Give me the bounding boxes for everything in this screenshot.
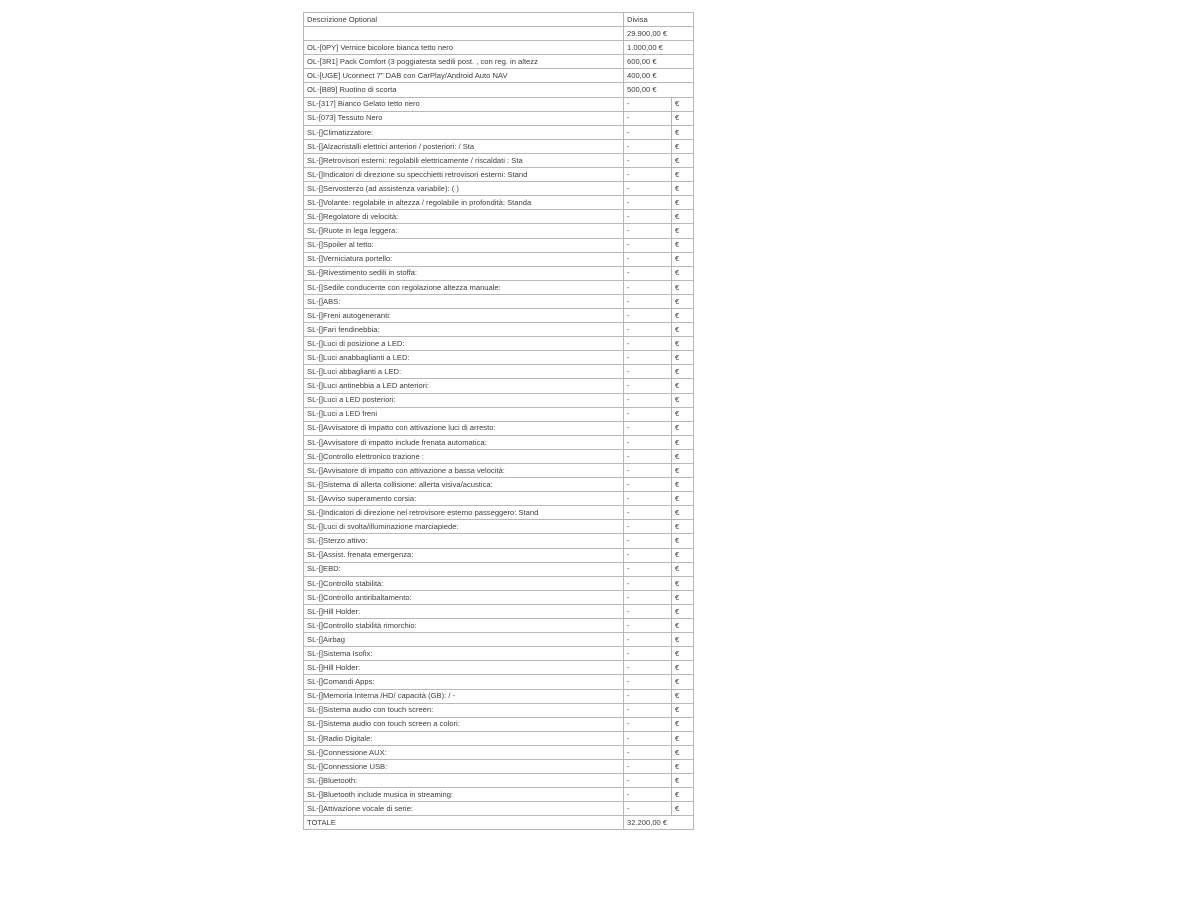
- table-row: [304, 238, 694, 252]
- table-row: [304, 351, 694, 365]
- table-row: [304, 407, 694, 421]
- table-header-row: [304, 13, 694, 27]
- table-row: [304, 661, 694, 675]
- option-currency: €: [672, 449, 694, 463]
- option-currency: €: [672, 252, 694, 266]
- table-row: [304, 759, 694, 773]
- table-row: [304, 745, 694, 759]
- option-currency: €: [672, 562, 694, 576]
- table-row: [304, 168, 694, 182]
- table-row: [304, 55, 694, 69]
- table-row: [304, 506, 694, 520]
- option-description: SL-[]Attivazione vocale di serie:: [304, 802, 624, 816]
- table-row: [304, 83, 694, 97]
- option-description: SL-[]Controllo stabilità:: [304, 576, 624, 590]
- option-price: -: [624, 351, 672, 365]
- table-row: [304, 393, 694, 407]
- option-description: SL-[]Volante: regolabile in altezza / regolabile in profondità: Standa: [304, 196, 624, 210]
- table-row: [304, 111, 694, 125]
- option-description: SL-[]Luci abbaglianti a LED:: [304, 365, 624, 379]
- table-row: [304, 492, 694, 506]
- option-price: -: [624, 492, 672, 506]
- option-description: SL-[]Sistema audio con touch screen a colori:: [304, 717, 624, 731]
- optional-equipment-table: [303, 12, 694, 830]
- table-row: [304, 337, 694, 351]
- option-price: -: [624, 210, 672, 224]
- option-price: 500,00 €: [624, 83, 694, 97]
- option-price: -: [624, 238, 672, 252]
- option-currency: €: [672, 689, 694, 703]
- option-price: -: [624, 308, 672, 322]
- option-price: -: [624, 407, 672, 421]
- table-row: [304, 478, 694, 492]
- option-price: -: [624, 802, 672, 816]
- table-row: [304, 464, 694, 478]
- option-currency: €: [672, 802, 694, 816]
- table-row: [304, 196, 694, 210]
- option-price: -: [624, 788, 672, 802]
- total-row: [304, 816, 694, 830]
- option-description: SL-[]Retrovisori esterni: regolabili elettricamente / riscaldati : Sta: [304, 153, 624, 167]
- option-currency: €: [672, 294, 694, 308]
- option-price: -: [624, 464, 672, 478]
- option-price: -: [624, 703, 672, 717]
- option-description: SL-[]Hill Holder:: [304, 661, 624, 675]
- option-description: SL-[]Indicatori di direzione nel retrovisore esterno passeggero: Stand: [304, 506, 624, 520]
- option-description: SL-[]Avvisatore di impatto include frenata automatica:: [304, 435, 624, 449]
- option-description: SL-[]Avvisatore di impatto con attivazione a bassa velocità:: [304, 464, 624, 478]
- option-price: -: [624, 168, 672, 182]
- option-description: SL-[]Memoria Interna /HD/ capacità (GB): / -: [304, 689, 624, 703]
- table-row: [304, 689, 694, 703]
- option-currency: €: [672, 337, 694, 351]
- option-currency: €: [672, 492, 694, 506]
- option-price: -: [624, 661, 672, 675]
- option-currency: €: [672, 210, 694, 224]
- option-description: SL-[]Assist. frenata emergenza:: [304, 548, 624, 562]
- option-currency: €: [672, 421, 694, 435]
- option-description: SL-[]Servosterzo (ad assistenza variabile): ( ): [304, 182, 624, 196]
- option-price: -: [624, 294, 672, 308]
- table-row: [304, 97, 694, 111]
- option-price: -: [624, 619, 672, 633]
- table-row: [304, 139, 694, 153]
- table-row: [304, 224, 694, 238]
- option-currency: €: [672, 647, 694, 661]
- option-description: SL-[]Connessione USB:: [304, 759, 624, 773]
- option-currency: €: [672, 661, 694, 675]
- option-price: -: [624, 139, 672, 153]
- option-description: SL-[]EBD:: [304, 562, 624, 576]
- option-currency: €: [672, 266, 694, 280]
- option-price: 400,00 €: [624, 69, 694, 83]
- table-row: [304, 294, 694, 308]
- option-description: SL-[]Comandi Apps:: [304, 675, 624, 689]
- option-description: SL-[]Radio Digitale:: [304, 731, 624, 745]
- option-price: -: [624, 337, 672, 351]
- column-header-currency: Divisa: [624, 13, 694, 27]
- table-row: [304, 153, 694, 167]
- option-price: 29.900,00 €: [624, 27, 694, 41]
- table-row: [304, 182, 694, 196]
- option-price: -: [624, 266, 672, 280]
- table-row: [304, 69, 694, 83]
- table-row: [304, 633, 694, 647]
- option-price: -: [624, 435, 672, 449]
- option-price: -: [624, 252, 672, 266]
- option-description: OL-[3R1] Pack Comfort (3 poggiatesta sedili post. , con reg. in altezz: [304, 55, 624, 69]
- option-description: SL-[]Spoiler al tetto:: [304, 238, 624, 252]
- option-price: -: [624, 421, 672, 435]
- option-currency: €: [672, 506, 694, 520]
- option-description: SL-[]Hill Holder:: [304, 604, 624, 618]
- option-currency: €: [672, 125, 694, 139]
- table-row: [304, 731, 694, 745]
- option-price: -: [624, 520, 672, 534]
- option-price: -: [624, 506, 672, 520]
- table-row: [304, 266, 694, 280]
- option-description: SL-[]Regolatore di velocità:: [304, 210, 624, 224]
- option-description: OL-[0PY] Vernice bicolore bianca tetto nero: [304, 41, 624, 55]
- option-price: -: [624, 774, 672, 788]
- table-row: [304, 703, 694, 717]
- table-row: [304, 802, 694, 816]
- option-currency: €: [672, 745, 694, 759]
- option-price: -: [624, 647, 672, 661]
- option-description: SL-[]Verniciatura portello:: [304, 252, 624, 266]
- option-price: -: [624, 196, 672, 210]
- option-currency: €: [672, 407, 694, 421]
- option-price: -: [624, 675, 672, 689]
- option-currency: €: [672, 182, 694, 196]
- table-row: [304, 365, 694, 379]
- table-row: [304, 619, 694, 633]
- table-row: [304, 774, 694, 788]
- table-row: [304, 323, 694, 337]
- table-row: [304, 435, 694, 449]
- option-currency: €: [672, 153, 694, 167]
- option-currency: €: [672, 238, 694, 252]
- option-price: -: [624, 562, 672, 576]
- table-row: [304, 379, 694, 393]
- option-description: SL-[]Airbag: [304, 633, 624, 647]
- option-price: -: [624, 393, 672, 407]
- option-price: -: [624, 182, 672, 196]
- option-description: SL-[]Alzacristalli elettrici anteriori / posteriori: / Sta: [304, 139, 624, 153]
- option-description: SL-[]Ruote in lega leggera:: [304, 224, 624, 238]
- option-price: 1.000,00 €: [624, 41, 694, 55]
- option-currency: €: [672, 548, 694, 562]
- option-currency: €: [672, 196, 694, 210]
- option-description: SL-[]Bluetooth include musica in streaming:: [304, 788, 624, 802]
- option-description: SL-[]Bluetooth:: [304, 774, 624, 788]
- table-row: [304, 788, 694, 802]
- option-price: -: [624, 576, 672, 590]
- option-currency: €: [672, 280, 694, 294]
- option-currency: €: [672, 435, 694, 449]
- table-row: [304, 576, 694, 590]
- option-price: -: [624, 759, 672, 773]
- option-price: -: [624, 97, 672, 111]
- option-price: -: [624, 478, 672, 492]
- option-description: SL-[]Fari fendinebbia:: [304, 323, 624, 337]
- option-description: SL-[]Sistema di allerta collisione: allerta visiva/acustica:: [304, 478, 624, 492]
- table-row: [304, 27, 694, 41]
- option-currency: €: [672, 224, 694, 238]
- option-description: SL-[]Controllo antiribaltamento:: [304, 590, 624, 604]
- option-price: -: [624, 534, 672, 548]
- option-currency: €: [672, 774, 694, 788]
- option-currency: €: [672, 576, 694, 590]
- option-price: -: [624, 731, 672, 745]
- option-description: SL-[]Sistema Isofix:: [304, 647, 624, 661]
- table-row: [304, 252, 694, 266]
- option-price: -: [624, 717, 672, 731]
- option-description: SL-[]Climatizzatore:: [304, 125, 624, 139]
- option-description: SL-[]Controllo stabilità rimorchio:: [304, 619, 624, 633]
- option-description: SL-[]Luci a LED freni: [304, 407, 624, 421]
- option-description: SL-[]Avviso superamento corsia:: [304, 492, 624, 506]
- option-description: SL-[]Sterzo attivo:: [304, 534, 624, 548]
- table-row: [304, 280, 694, 294]
- table-row: [304, 534, 694, 548]
- option-description: SL-[]Indicatori di direzione su specchietti retrovisori esterni: Stand: [304, 168, 624, 182]
- option-description: [304, 27, 624, 41]
- option-currency: €: [672, 534, 694, 548]
- option-description: OL-[UGE] Uconnect 7" DAB con CarPlay/Android Auto NAV: [304, 69, 624, 83]
- option-price: -: [624, 224, 672, 238]
- option-description: SL-[]Sedile conducente con regolazione altezza manuale:: [304, 280, 624, 294]
- option-currency: €: [672, 139, 694, 153]
- option-price: -: [624, 125, 672, 139]
- option-currency: €: [672, 464, 694, 478]
- table-row: [304, 210, 694, 224]
- option-currency: €: [672, 731, 694, 745]
- table-row: [304, 520, 694, 534]
- option-currency: €: [672, 675, 694, 689]
- option-currency: €: [672, 520, 694, 534]
- option-price: -: [624, 280, 672, 294]
- option-currency: €: [672, 478, 694, 492]
- option-price: -: [624, 590, 672, 604]
- option-currency: €: [672, 590, 694, 604]
- total-value: 32.200,00 €: [624, 816, 694, 830]
- option-description: SL-[]Luci di posizione a LED:: [304, 337, 624, 351]
- option-description: SL-[073] Tessuto Nero: [304, 111, 624, 125]
- option-price: -: [624, 111, 672, 125]
- table-row: [304, 449, 694, 463]
- option-currency: €: [672, 703, 694, 717]
- option-description: SL-[]Controllo elettronico trazione :: [304, 449, 624, 463]
- table-row: [304, 717, 694, 731]
- option-currency: €: [672, 604, 694, 618]
- table-row: [304, 41, 694, 55]
- option-description: SL-[]Luci antinebbia a LED anteriori:: [304, 379, 624, 393]
- option-description: SL-[]Sistema audio con touch screen:: [304, 703, 624, 717]
- option-currency: €: [672, 111, 694, 125]
- option-price: -: [624, 604, 672, 618]
- option-price: -: [624, 633, 672, 647]
- option-currency: €: [672, 788, 694, 802]
- option-description: SL-[]ABS:: [304, 294, 624, 308]
- option-description: SL-[]Rivestimento sedili in stoffa:: [304, 266, 624, 280]
- table-row: [304, 548, 694, 562]
- option-price: -: [624, 548, 672, 562]
- option-currency: €: [672, 717, 694, 731]
- option-currency: €: [672, 351, 694, 365]
- table-row: [304, 675, 694, 689]
- table-body: [304, 27, 694, 816]
- option-price: -: [624, 365, 672, 379]
- option-price: -: [624, 745, 672, 759]
- option-price: -: [624, 379, 672, 393]
- table-row: [304, 604, 694, 618]
- option-price: -: [624, 323, 672, 337]
- table-row: [304, 308, 694, 322]
- option-currency: €: [672, 633, 694, 647]
- option-price: -: [624, 449, 672, 463]
- option-price: 600,00 €: [624, 55, 694, 69]
- option-description: SL-[]Luci di svolta/illuminazione marciapiede:: [304, 520, 624, 534]
- option-currency: €: [672, 759, 694, 773]
- option-description: SL-[]Luci a LED posteriori:: [304, 393, 624, 407]
- option-currency: €: [672, 168, 694, 182]
- table-row: [304, 590, 694, 604]
- option-currency: €: [672, 365, 694, 379]
- table-row: [304, 647, 694, 661]
- column-header-description: Descrizione Optional: [304, 13, 624, 27]
- option-currency: €: [672, 619, 694, 633]
- option-currency: €: [672, 97, 694, 111]
- option-description: SL-[]Avvisatore di impatto con attivazione luci di arresto:: [304, 421, 624, 435]
- option-currency: €: [672, 323, 694, 337]
- option-description: SL-[317] Bianco Gelato tetto nero: [304, 97, 624, 111]
- total-label: TOTALE: [304, 816, 624, 830]
- option-description: SL-[]Connessione AUX:: [304, 745, 624, 759]
- table-row: [304, 562, 694, 576]
- option-price: -: [624, 689, 672, 703]
- table-row: [304, 421, 694, 435]
- option-currency: €: [672, 379, 694, 393]
- option-description: SL-[]Freni autogeneranti:: [304, 308, 624, 322]
- option-description: OL-[B89] Ruotino di scorta: [304, 83, 624, 97]
- option-currency: €: [672, 393, 694, 407]
- option-price: -: [624, 153, 672, 167]
- option-currency: €: [672, 308, 694, 322]
- option-description: SL-[]Luci anabbaglianti a LED:: [304, 351, 624, 365]
- table-row: [304, 125, 694, 139]
